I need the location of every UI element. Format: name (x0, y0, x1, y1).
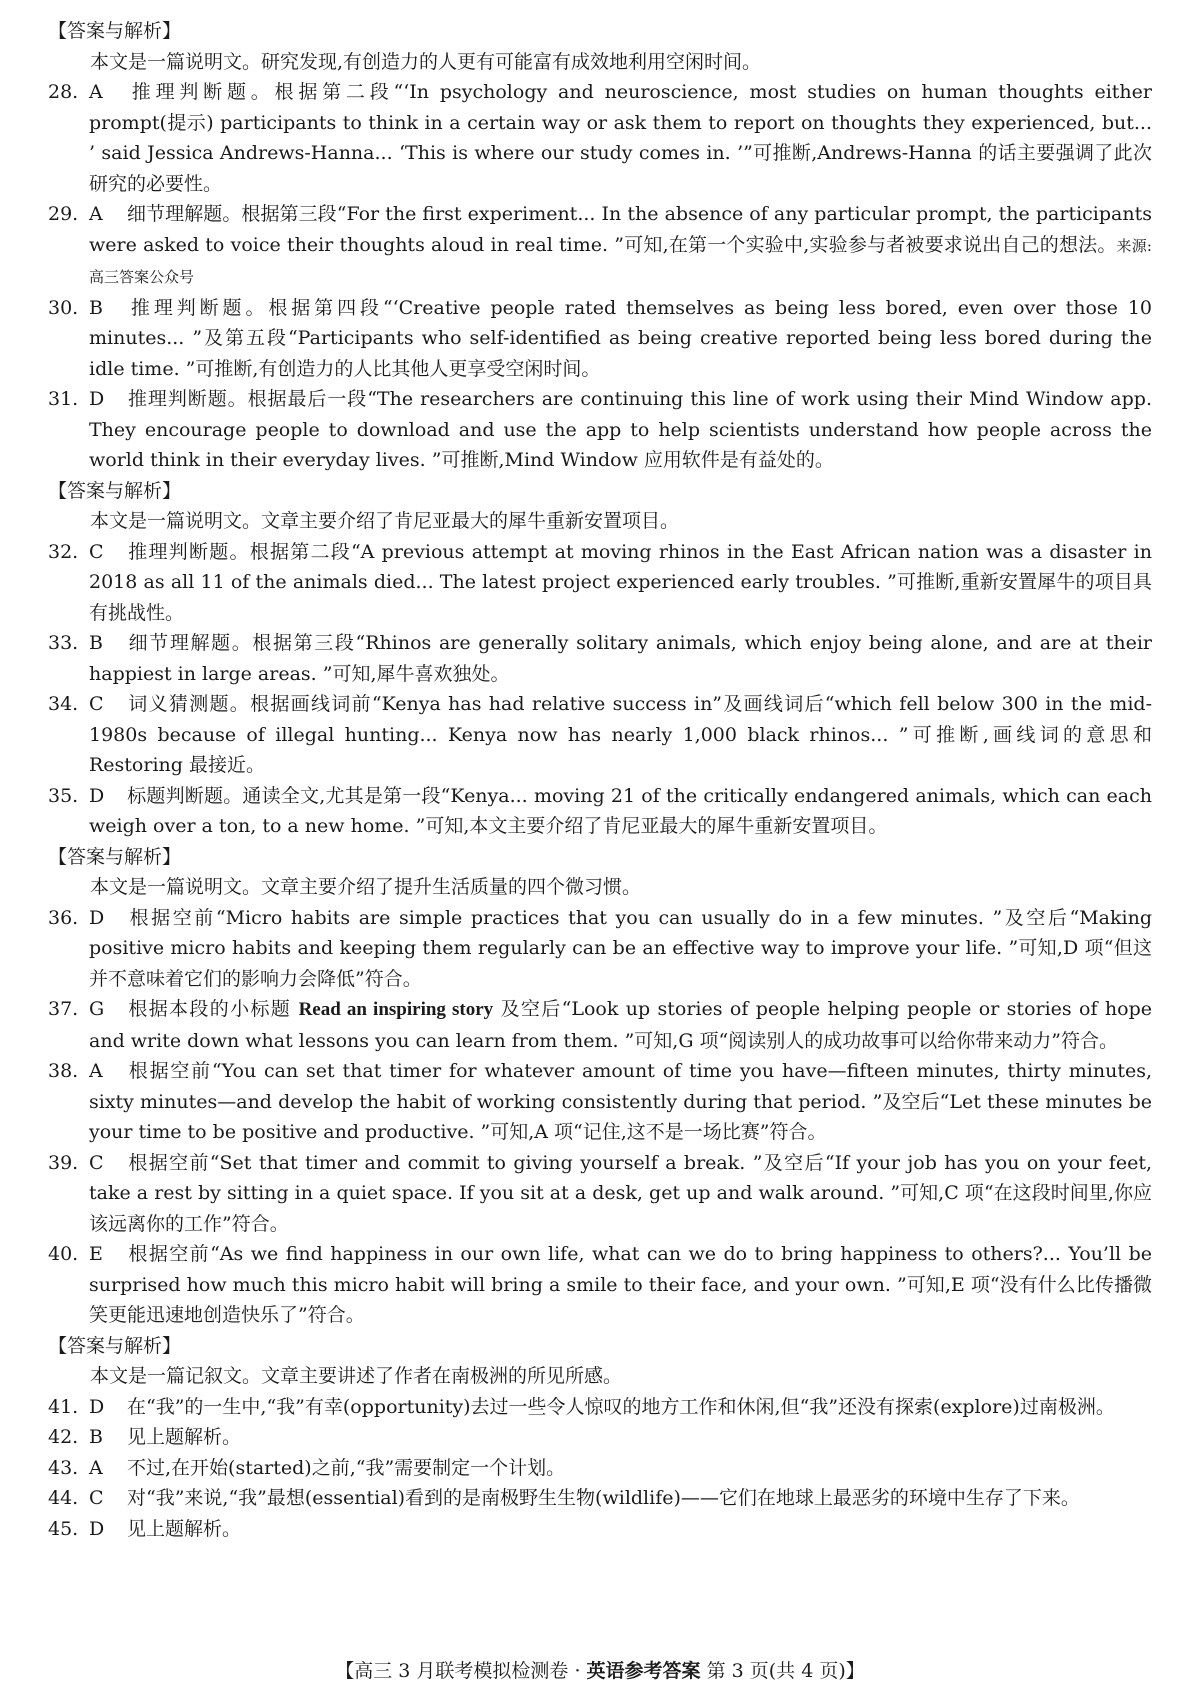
answer-item (48, 384, 1152, 476)
answer-item (48, 1453, 1152, 1484)
question-number: 45. (48, 1517, 79, 1540)
explanation-text: 根据本段的小标题 (127, 998, 299, 1020)
explanation-text: 对“我”来说,“我”最想(essential)看到的是南极野生生物(wildlife)——它们在地球上最恶劣的环境中生存了下来。 (127, 1487, 1080, 1509)
section-summary: 本文是一篇说明文。文章主要介绍了肯尼亚最大的犀牛重新安置项目。 (90, 510, 680, 532)
answer-letter: C (89, 540, 104, 563)
answer-letter: A (89, 1060, 103, 1082)
answer-letter: D (89, 1395, 105, 1418)
question-number: 30. (48, 296, 79, 319)
question-number: 37. (48, 998, 79, 1020)
question-number: 40. (48, 1243, 79, 1265)
answer-item (48, 1056, 1152, 1148)
section-summary: 本文是一篇说明文。研究发现,有创造力的人更有可能富有成效地利用空闲时间。 (90, 50, 762, 73)
section-header: 【答案与解析】 (48, 479, 182, 502)
question-number: 42. (48, 1426, 79, 1448)
answer-letter: G (89, 998, 105, 1020)
footer-exam-title: 【高三 3 月联考模拟检测卷 · (335, 1660, 587, 1682)
question-number: 36. (48, 906, 79, 929)
answer-item (48, 903, 1152, 995)
question-number: 35. (48, 784, 79, 807)
question-number: 43. (48, 1456, 79, 1479)
question-number: 28. (48, 81, 79, 103)
question-number: 34. (48, 693, 79, 715)
answer-letter: A (89, 1456, 103, 1479)
explanation-text: 细节理解题。根据第三段“Rhinos are generally solitary animals, which enjoy being alone, and are at their happiest in large areas. ”可知,犀牛喜欢独处。 (89, 632, 1152, 685)
question-number: 41. (48, 1395, 79, 1418)
answer-letter: B (89, 296, 103, 319)
footer-subject: 英语参考答案 (586, 1660, 701, 1682)
answer-item (48, 1239, 1152, 1331)
section-header: 【答案与解析】 (48, 845, 182, 868)
answer-letter: D (89, 1517, 105, 1540)
answer-letter: C (89, 1151, 104, 1174)
answer-item (48, 781, 1152, 842)
source-note: 来源: 高三答案公众号 (89, 236, 1152, 286)
answer-item (48, 1483, 1152, 1514)
explanation-text: 在“我”的一生中,“我”有幸(opportunity)去过一些令人惊叹的地方工作和休闲,但“我”还没有探索(explore)过南极洲。 (127, 1395, 1115, 1418)
answer-letter: A (89, 81, 103, 103)
explanation-text: 根据空前“Set that timer and commit to giving yourself a break. ”及空后“If your job has you on your feet, take a rest by sitting in a quiet space. If you sit at a desk, get up and walk around. ”可知,C 项“在这段时间里,你应该远离你的工作”符合。 (89, 1151, 1152, 1235)
answer-item (48, 1392, 1152, 1423)
answer-letter: B (89, 632, 103, 654)
explanation-text: 见上题解析。 (127, 1426, 242, 1448)
explanation-text: 根据空前“As we find happiness in our own life, what can we do to bring happiness to others?... You’ll be surprised how much this micro habit will bring a smile to their face, and your own. ”可知,E 项“没有什么比传播微笑更能迅速地创造快乐了”符合。 (89, 1243, 1152, 1326)
explanation-text: 推理判断题。根据最后一段“The researchers are continuing this line of work using their Mind Window app. They encourage people to download and use the app to help scientists understand how people across the world think in their everyday lives. ”可推断,Mind Window 应用软件是有益处的。 (89, 388, 1152, 471)
explanation-text: 见上题解析。 (127, 1517, 242, 1540)
question-number: 39. (48, 1151, 79, 1174)
answer-item (48, 293, 1152, 385)
answer-letter: A (89, 203, 103, 225)
section-summary: 本文是一篇记叙文。文章主要讲述了作者在南极洲的所见所感。 (90, 1365, 623, 1387)
section-header: 【答案与解析】 (48, 20, 182, 42)
answer-item (48, 199, 1152, 293)
answer-item (48, 1148, 1152, 1240)
answer-item (48, 1514, 1152, 1545)
answer-letter: C (89, 1487, 104, 1509)
explanation-text: 标题判断题。通读全文,尤其是第一段“Kenya... moving 21 of the critically endangered animals, which can each weigh over a ton, to a new home. ”可知,本文主要介绍了肯尼亚最大的犀牛重新安置项目。 (89, 784, 1152, 837)
question-number: 31. (48, 388, 79, 410)
subheading-reference: Read an inspiring story (298, 999, 494, 1020)
section-summary: 本文是一篇说明文。文章主要介绍了提升生活质量的四个微习惯。 (90, 876, 642, 898)
answer-item (48, 628, 1152, 689)
footer-page-number: 第 3 页(共 4 页)】 (700, 1660, 865, 1682)
explanation-text: 细节理解题。根据第三段“For the first experiment... In the absence of any particular prompt, the participants were asked to voice their thoughts aloud in real time. ”可知,在第一个实验中,实验参与者被要求说出自己的想法。 (89, 203, 1152, 256)
answer-item (48, 537, 1152, 629)
question-number: 38. (48, 1060, 79, 1082)
answer-item (48, 994, 1152, 1056)
explanation-text: 不过,在开始(started)之前,“我”需要制定一个计划。 (127, 1456, 566, 1479)
answer-letter: C (89, 693, 104, 715)
explanation-text: 推理判断题。根据第四段“‘Creative people rated themselves as being less bored, even over those 10 minutes... ”及第五段“Participants who self-identified as being creative reported being less bored during the idle time. ”可推断,有创造力的人比其他人更享受空闲时间。 (89, 296, 1152, 380)
explanation-text: 词义猜测题。根据画线词前“Kenya has had relative success in”及画线词后“which fell below 300 in the mid-1980s because of illegal hunting... Kenya now has nearly 1,000 black rhinos... ”可推断,画线词的意思和 Restoring 最接近。 (89, 693, 1152, 776)
answer-item (48, 689, 1152, 781)
answer-letter: D (89, 906, 105, 929)
question-number: 29. (48, 203, 79, 225)
explanation-text: 推理判断题。根据第二段“A previous attempt at moving rhinos in the East African nation was a disaster in 2018 as all 11 of the animals died... The latest project experienced early troubles. ”可推断,重新安置犀牛的项目具有挑战性。 (89, 540, 1152, 624)
answer-letter: D (89, 784, 105, 807)
section-header: 【答案与解析】 (48, 1334, 182, 1357)
question-number: 44. (48, 1487, 79, 1509)
question-number: 33. (48, 632, 79, 654)
explanation-text: 根据空前“You can set that timer for whatever amount of time you have—fifteen minutes, thirty minutes, sixty minutes—and develop the habit of working consistently during that period. ”及空后“Let these minutes be your time to be positive and productive. ”可知,A 项“记住,这不是一场比赛”符合。 (89, 1060, 1152, 1143)
explanation-text: 及空后“Look up stories of people helping people or stories of hope and write down what lessons you can learn from them. ”可知,G 项“阅读别人的成功故事可以给你带来动力”符合。 (89, 998, 1152, 1052)
explanation-text: 推理判断题。根据第二段“‘In psychology and neuroscience, most studies on human thoughts either prompt(提示) participants to think in a certain way or ask them to report on thoughts they experienced, but... ’ said Jessica Andrews-Hanna... ‘This is where our study comes in. ’”可推断,Andrews-Hanna 的话主要强调了此次研究的必要性。 (89, 81, 1152, 195)
question-number: 32. (48, 540, 79, 563)
answer-letter: B (89, 1426, 103, 1448)
answer-item (48, 77, 1152, 199)
answer-explanations (48, 16, 1152, 1544)
page-footer (0, 1658, 1200, 1684)
answer-letter: E (89, 1243, 103, 1265)
answer-letter: D (89, 388, 105, 410)
explanation-text: 根据空前“Micro habits are simple practices that you can usually do in a few minutes. ”及空后“Making positive micro habits and keeping them regularly can be an effective way to improve your life. ”可知,D 项“但这并不意味着它们的影响力会降低”符合。 (89, 906, 1152, 990)
answer-item (48, 1422, 1152, 1453)
